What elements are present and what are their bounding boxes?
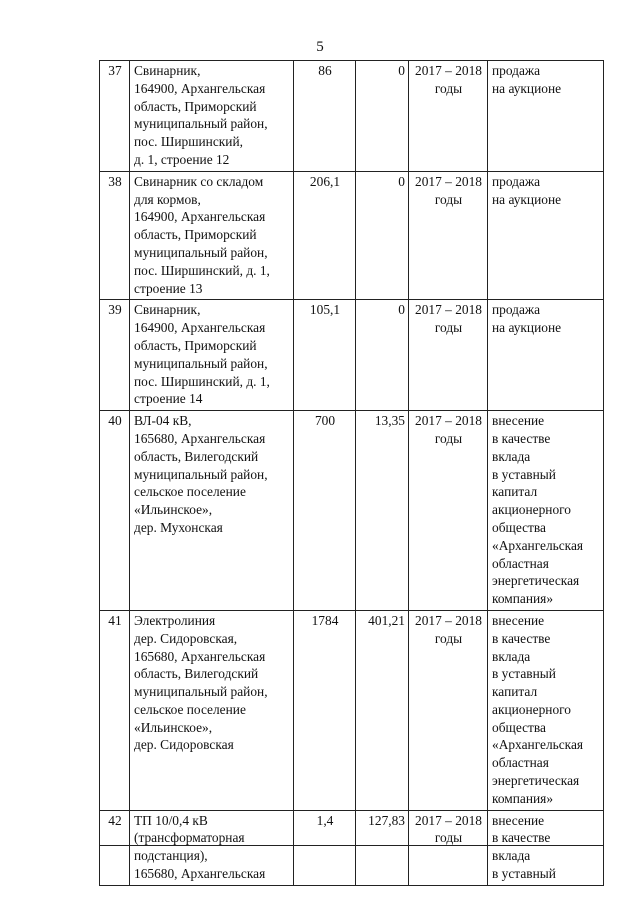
- table-row: [100, 610, 604, 810]
- row-number-cell: 42: [100, 810, 130, 885]
- period-line: 2017 – 2018: [415, 612, 482, 628]
- period-line: годы: [434, 80, 463, 96]
- object-name-cell: [130, 61, 294, 172]
- method-line: компания»: [492, 591, 554, 607]
- method-line: вклада: [492, 448, 531, 464]
- period-cell: [409, 610, 488, 810]
- object-name-line: ТП 10/0,4 кВ: [134, 812, 208, 828]
- value-cell: 401,21: [356, 610, 409, 810]
- object-name-line: д. 1, строение 12: [134, 151, 230, 167]
- row-number-cell: 41: [100, 610, 130, 810]
- object-name-line: сельское поселение: [134, 701, 246, 717]
- property-table: [99, 60, 604, 886]
- area-cell: 700: [294, 411, 356, 611]
- method-line: в качестве: [492, 630, 551, 646]
- object-name-line: 164900, Архангельская: [134, 80, 266, 96]
- period-line: годы: [434, 830, 463, 846]
- object-name-line: 165680, Архангельская: [134, 866, 266, 882]
- object-name-line: (трансформаторная: [134, 830, 245, 846]
- object-name-line: муниципальный район,: [134, 684, 268, 700]
- method-line: вклада: [492, 848, 531, 864]
- period-line: 2017 – 2018: [415, 413, 482, 429]
- object-name-cell: [130, 810, 294, 885]
- period-line: 2017 – 2018: [415, 63, 482, 78]
- method-line: в уставный: [492, 866, 556, 882]
- method-line: внесение: [492, 612, 545, 628]
- object-name-line: 165680, Архангельская: [134, 430, 266, 446]
- object-name-cell: [130, 300, 294, 411]
- period-line: 2017 – 2018: [415, 812, 482, 828]
- period-line: 2017 – 2018: [415, 302, 482, 318]
- object-name-line: область, Приморский: [134, 98, 257, 114]
- method-line: продажа: [492, 302, 541, 318]
- area-cell: 1,4: [294, 810, 356, 885]
- table-row: [100, 171, 604, 300]
- method-line: компания»: [492, 790, 554, 806]
- method-line: капитал: [492, 684, 538, 700]
- method-cell: [488, 300, 604, 411]
- area-cell: 206,1: [294, 171, 356, 300]
- page-number: 5: [316, 39, 324, 55]
- object-name-line: Свинарник,: [134, 63, 201, 78]
- area-cell: 1784: [294, 610, 356, 810]
- table-container: [99, 60, 603, 882]
- period-cell: [409, 171, 488, 300]
- period-cell: [409, 61, 488, 172]
- period-line: 2017 – 2018: [415, 173, 482, 189]
- period-cell: [409, 300, 488, 411]
- method-line: внесение: [492, 812, 545, 828]
- object-name-line: область, Приморский: [134, 337, 257, 353]
- method-cell: [488, 610, 604, 810]
- method-line: на аукционе: [492, 80, 562, 96]
- method-line: на аукционе: [492, 320, 562, 336]
- object-name-line: пос. Ширшинский, д. 1,: [134, 373, 270, 389]
- object-name-line: 164900, Архангельская: [134, 209, 266, 225]
- table-row: [100, 61, 604, 172]
- method-line: «Архангельская: [492, 537, 584, 553]
- method-cell: [488, 61, 604, 172]
- object-name-line: сельское поселение: [134, 484, 246, 500]
- object-name-cell: [130, 411, 294, 611]
- value-cell: 127,83: [356, 810, 409, 885]
- object-name-line: для кормов,: [134, 191, 201, 207]
- value-cell: 0: [356, 171, 409, 300]
- method-line: энергетическая: [492, 773, 580, 789]
- object-name-line: 164900, Архангельская: [134, 320, 266, 336]
- object-name-line: строение 13: [134, 280, 203, 296]
- object-name-line: подстанция),: [134, 848, 208, 864]
- object-name-line: строение 14: [134, 391, 203, 407]
- method-line: акционерного: [492, 502, 571, 518]
- object-name-line: муниципальный район,: [134, 466, 268, 482]
- row-number-cell: 39: [100, 300, 130, 411]
- object-name-line: муниципальный район,: [134, 244, 268, 260]
- method-line: в уставный: [492, 466, 556, 482]
- method-cell: [488, 411, 604, 611]
- object-name-line: Свинарник со складом: [134, 173, 264, 189]
- method-line: продажа: [492, 173, 541, 189]
- method-line: областная: [492, 755, 549, 771]
- area-cell: 105,1: [294, 300, 356, 411]
- method-line: общества: [492, 519, 546, 535]
- method-line: «Архангельская: [492, 737, 584, 753]
- method-line: энергетическая: [492, 573, 580, 589]
- object-name-line: пос. Ширшинский, д. 1,: [134, 262, 270, 278]
- object-name-line: дер. Сидоровская: [134, 737, 234, 753]
- object-name-cell: [130, 610, 294, 810]
- object-name-line: дер. Мухонская: [134, 519, 223, 535]
- row-number-cell: 38: [100, 171, 130, 300]
- row-number-cell: 37: [100, 61, 130, 172]
- method-line: продажа: [492, 63, 541, 78]
- table-row: [100, 300, 604, 411]
- period-cell: [409, 411, 488, 611]
- method-cell: [488, 171, 604, 300]
- area-cell: 86: [294, 61, 356, 172]
- table-body: [100, 61, 604, 886]
- object-name-line: Электролиния: [134, 612, 216, 628]
- object-name-cell: [130, 171, 294, 300]
- object-name-line: «Ильинское»,: [134, 719, 213, 735]
- value-cell: 0: [356, 300, 409, 411]
- method-line: на аукционе: [492, 191, 562, 207]
- method-line: в уставный: [492, 666, 556, 682]
- method-line: внесение: [492, 413, 545, 429]
- object-name-line: область, Вилегодский: [134, 448, 259, 464]
- method-line: капитал: [492, 484, 538, 500]
- period-line: годы: [434, 191, 463, 207]
- object-name-line: область, Вилегодский: [134, 666, 259, 682]
- table-row: [100, 810, 604, 885]
- period-line: годы: [434, 430, 463, 446]
- object-name-line: дер. Сидоровская,: [134, 630, 238, 646]
- method-line: областная: [492, 555, 549, 571]
- method-cell: [488, 810, 604, 885]
- value-cell: 13,35: [356, 411, 409, 611]
- object-name-line: «Ильинское»,: [134, 502, 213, 518]
- object-name-line: область, Приморский: [134, 227, 257, 243]
- method-line: акционерного: [492, 701, 571, 717]
- period-line: годы: [434, 320, 463, 336]
- method-line: в качестве: [492, 430, 551, 446]
- object-name-line: пос. Ширшинский,: [134, 134, 243, 150]
- row-number-cell: 40: [100, 411, 130, 611]
- method-line: общества: [492, 719, 546, 735]
- method-line: в качестве: [492, 830, 551, 846]
- table-row: [100, 411, 604, 611]
- object-name-line: ВЛ-04 кВ,: [134, 413, 192, 429]
- period-line: годы: [434, 630, 463, 646]
- method-line: вклада: [492, 648, 531, 664]
- period-cell: [409, 810, 488, 885]
- value-cell: 0: [356, 61, 409, 172]
- object-name-line: муниципальный район,: [134, 116, 268, 132]
- object-name-line: 165680, Архангельская: [134, 648, 266, 664]
- object-name-line: Свинарник,: [134, 302, 201, 318]
- object-name-line: муниципальный район,: [134, 355, 268, 371]
